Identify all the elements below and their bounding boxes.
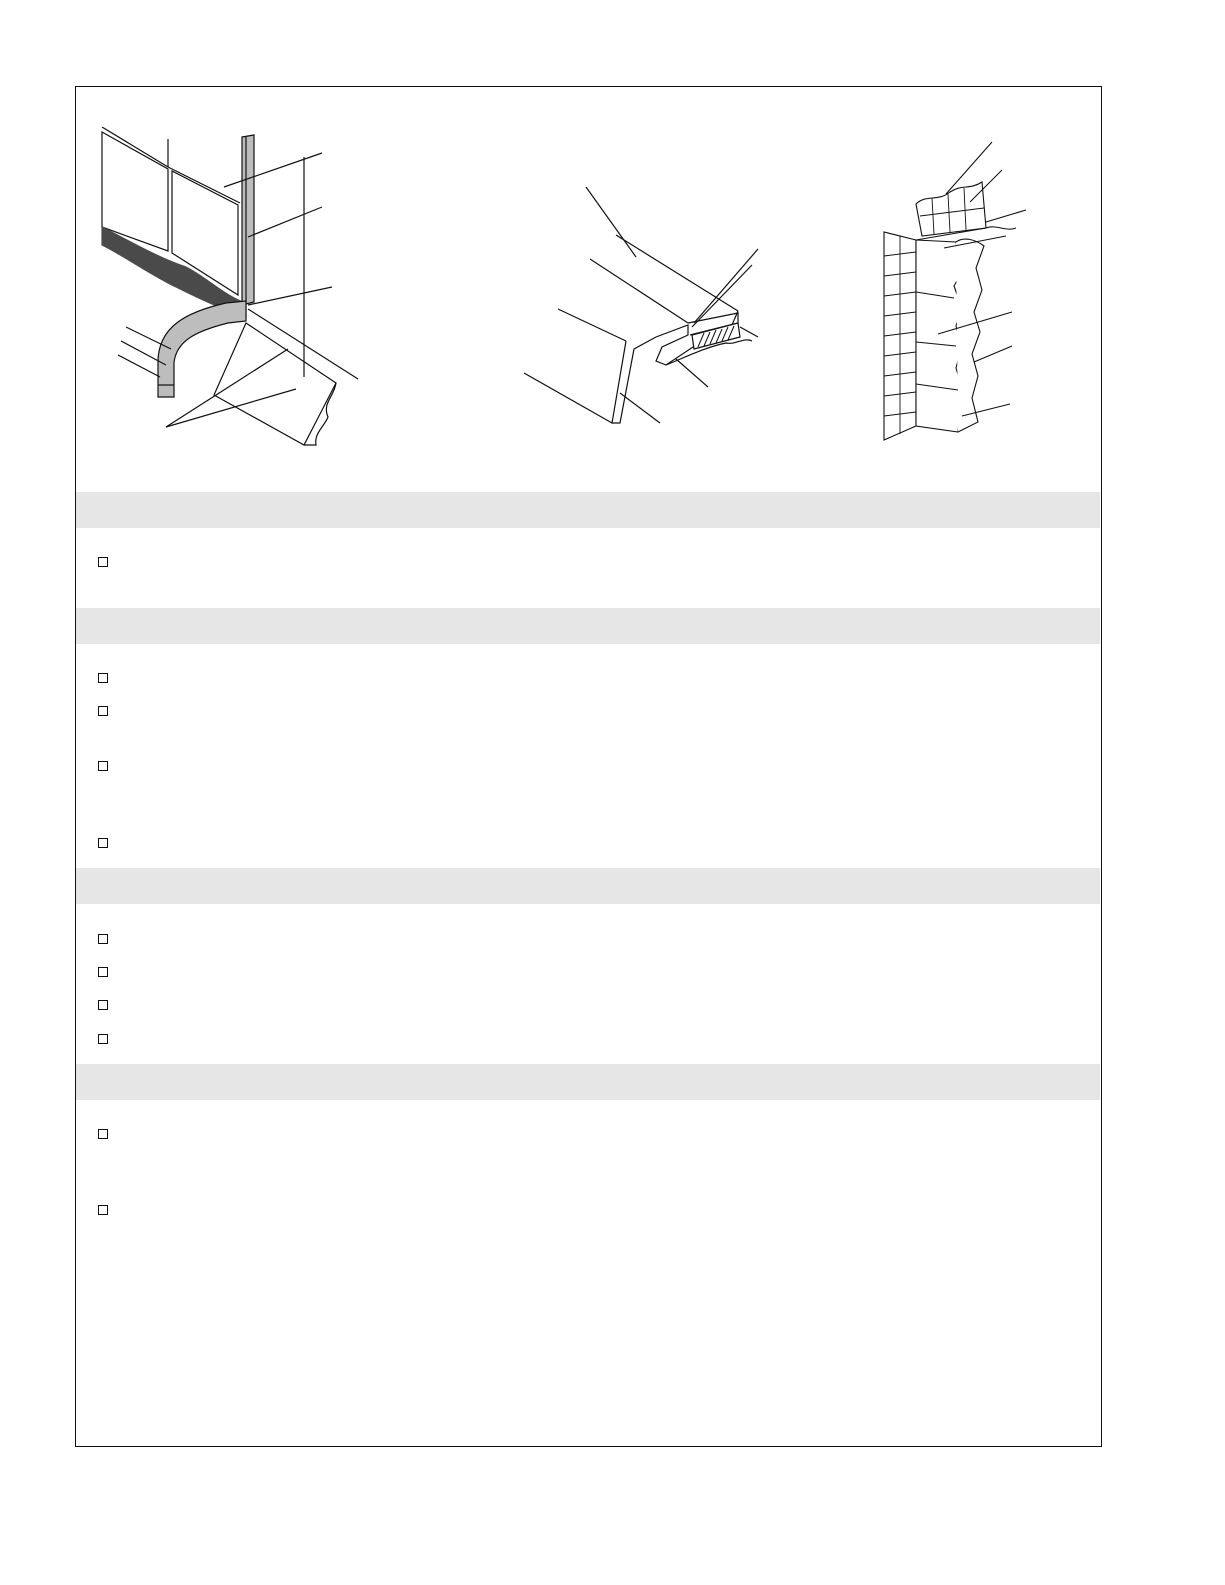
checklist-item	[76, 673, 1100, 693]
checklist-item	[76, 934, 1100, 954]
checklist-item	[76, 1129, 1100, 1149]
checklist-item	[76, 1034, 1100, 1054]
flashing-illustration	[516, 187, 766, 447]
checklist-item	[76, 557, 1100, 577]
checklist-item	[76, 761, 1100, 781]
checkbox-icon[interactable]	[98, 1129, 108, 1139]
illustration-row	[76, 87, 1100, 492]
checkbox-icon[interactable]	[98, 706, 108, 716]
checkbox-icon[interactable]	[98, 1034, 108, 1044]
checkbox-icon[interactable]	[98, 761, 108, 771]
checklist-item	[76, 967, 1100, 987]
checkbox-icon[interactable]	[98, 934, 108, 944]
checkbox-icon[interactable]	[98, 1000, 108, 1010]
checklist-item	[76, 1000, 1100, 1020]
checkbox-icon[interactable]	[98, 967, 108, 977]
checkbox-icon[interactable]	[98, 673, 108, 683]
wall-board-illustration	[866, 132, 1066, 452]
checkbox-icon[interactable]	[98, 1205, 108, 1215]
checkbox-icon[interactable]	[98, 838, 108, 848]
section-header	[76, 1064, 1100, 1100]
tile-edge-illustration	[96, 127, 396, 467]
page-frame	[75, 86, 1102, 1447]
checklist-item	[76, 706, 1100, 726]
section-header	[76, 868, 1100, 904]
section-header	[76, 608, 1100, 644]
section-header	[76, 492, 1100, 528]
checklist-item	[76, 1205, 1100, 1225]
checkbox-icon[interactable]	[98, 557, 108, 567]
checklist-item	[76, 838, 1100, 858]
